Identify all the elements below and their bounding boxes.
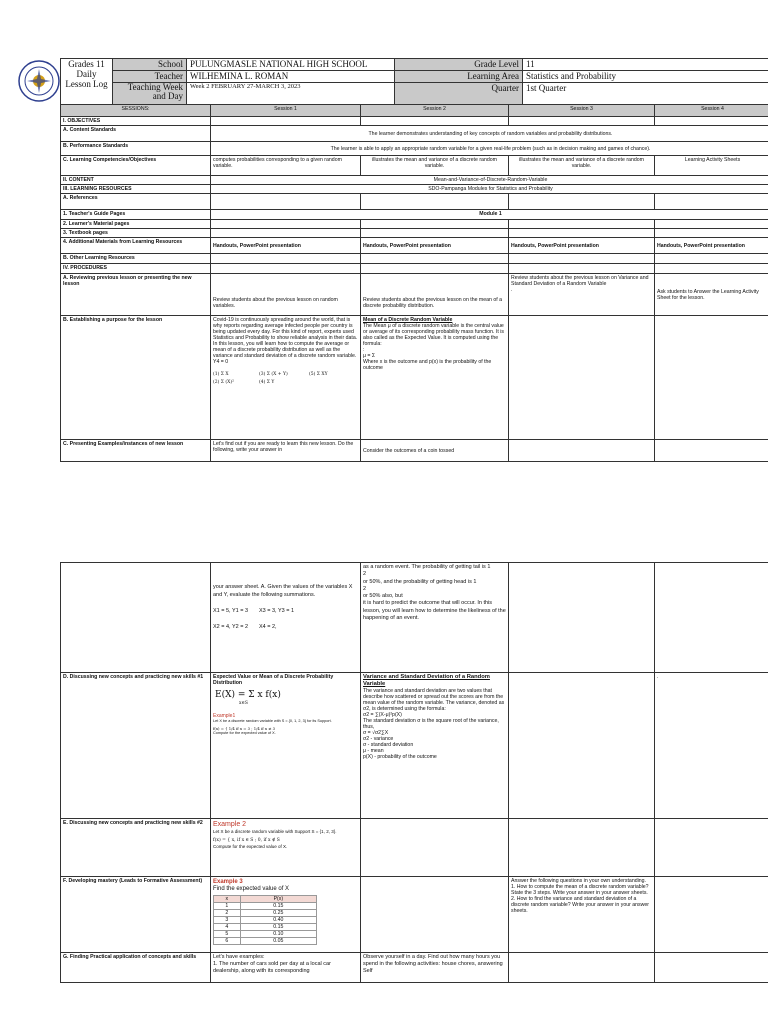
example-1-function: f(x) = { 1/4 if x = 3 ; 1/4 if x ≠ 3 [213, 726, 276, 731]
learning-area-label: Learning Area [395, 71, 523, 83]
expected-value-formula: E(X) = Σ x f(x) [215, 690, 281, 700]
summation-1: (1) Σ X [213, 372, 229, 377]
proc-f-session-1 [211, 877, 361, 953]
prob-table-head-x: x [214, 896, 241, 903]
procedures-label: IV. PROCEDURES [61, 264, 211, 274]
xy-value-3: X3 = 3, Y3 = 1 [259, 608, 295, 614]
example-2-heading: Example 2 [213, 821, 247, 828]
learning-resources-text: SDO-Pampanga Modules for Statistics and Probability [211, 185, 768, 194]
proc-a-session-1: Review students about the previous lesson on random variables. [211, 274, 361, 316]
quarter-value: 1st Quarter [523, 83, 768, 105]
covid-purpose-text: Covid-19 is continuously spreading around the world, that is why reports regarding average infected people per country is being updated every day. For this kind of report, experts used Statistics and Probability to show reliable analysis in their data. In this lesson, you will learn how to compute the average or mean of a discrete probability distribution as well as the variance and standard deviation of a discrete random variable. [213, 317, 358, 359]
proc-c-session-2: Consider the outcomes of a coin tossed [361, 440, 509, 462]
proc-c-session-1: Let's find out if you are ready to learn this new lesson. Do the following, write your answer in [211, 440, 361, 462]
xy-values [213, 607, 358, 615]
xy-value-2: X2 = 4, Y2 = 2 [213, 624, 249, 630]
proc-d-session-4: . [655, 673, 768, 819]
mean-discrete-title: Mean of a Discrete Random Variable [363, 317, 453, 323]
mean-discrete-text: The Mean μ of a discrete random variable is the central value or average of its corresponding probability mass function. It is also called as the Expected Value. It is computed using the formula: [363, 323, 504, 347]
example-2-function: f(x) = { x, if x ∈ S ; 0, if x ∉ S [213, 838, 280, 843]
mean-formula: μ = Σ [363, 353, 376, 359]
content-text: Mean-and-Variance-of-Discrete-Random-Variable [211, 176, 768, 185]
proc-b-session-2 [361, 316, 509, 440]
example-2-question: Compute for the expected value of X. [213, 844, 288, 849]
prob-table-cell: 0.40 [240, 917, 316, 924]
deped-seal-icon [18, 60, 60, 102]
session-2-header: Session 2 [361, 105, 509, 117]
variance-text: The variance and standard deviation are two values that describe how scattered or spread out the scores are from the mean value of the random variable. The variance, denoted as σ2, is determined using the formula: σ2 = ∑(X-μ)²p(X) The standard deviation σ is the square root of the variance, thus, σ = √σ2∑X σ2 - variance σ - standard deviation μ - mean p(X) - probability of the outcome [363, 688, 505, 760]
prob-table-cell: 4 [214, 924, 241, 931]
sessions-label: SESSIONS: [61, 105, 211, 117]
prob-table-head-px: P(x) [240, 896, 316, 903]
school-label: School [113, 59, 187, 71]
learners-material-label: 2. Learner's Material pages [61, 220, 211, 229]
content-label: II. CONTENT [61, 176, 211, 185]
proc-a-session-4: Ask students to Answer the Learning Activity Sheet for the lesson. [655, 274, 768, 316]
materials-session-3: Handouts, PowerPoint presentation [509, 238, 655, 254]
example-2-text: Let X be a discrete random variable with Support S = {1, 2, 3}. [213, 829, 337, 834]
proc-a-session-3 [509, 274, 655, 316]
proc-a-label: A. Reviewing previous lesson or presenting the new lesson [61, 274, 211, 316]
variance-title: Variance and Standard Deviation of a Random Variable [363, 674, 490, 687]
example-1-heading: Example1 [213, 713, 236, 719]
learning-area-value: Statistics and Probability [523, 71, 768, 83]
proc-a-session-3-dot: . [511, 287, 513, 293]
session-1-header: Session 1 [211, 105, 361, 117]
lesson-table-continued [60, 562, 768, 983]
other-resources-label: B. Other Learning Resources [61, 254, 211, 264]
summation-4: (4) Σ Y [259, 380, 275, 385]
teaching-week-label: Teaching Week and Day [113, 83, 187, 105]
proc-g-label: G. Finding Practical application of concepts and skills [61, 953, 211, 983]
xy-value-1: X1 = 5, Y1 = 3 [213, 608, 249, 614]
proc-d-session-2 [361, 673, 509, 819]
grade-level-label: Grade Level [395, 59, 523, 71]
prob-table-cell: 5 [214, 931, 241, 938]
prob-table-cell: 2 [214, 910, 241, 917]
proc-d-session-1 [211, 673, 361, 819]
grade-level-value: 11 [523, 59, 768, 71]
competency-session-2: illustrates the mean and variance of a discrete random variable. [361, 156, 509, 176]
prob-table-cell: 6 [214, 938, 241, 945]
performance-standards-text: The learner is able to apply an appropriate random variable for a given real-life problem (such as in decision making and games of chance). [211, 142, 768, 156]
example-1-text: Let X be a discrete random variable with S = {0, 1, 2, 3} for its Support. [213, 719, 332, 723]
proc-e-session-1 [211, 819, 361, 877]
objectives-label: I. OBJECTIVES [61, 117, 211, 126]
proc-g-session-1: Let's have examples: 1. The number of cars sold per day at a local car dealership, along with its corresponding [211, 953, 361, 983]
prob-table-cell: 0.15 [240, 903, 316, 910]
session-4-header: Session 4 [655, 105, 768, 117]
proc-d-label: D. Discussing new concepts and practicing new skills #1 [61, 673, 211, 819]
page-2 [0, 512, 768, 1024]
proc-f-session-3: Answer the following questions in your own understanding. 1. How to compute the mean of a discrete random variable? State the 3 steps. Write your answer in your answer sheets. 2. How to find the variance and standard deviation of a discrete random variable? Write your answer in your answer sheets. [509, 877, 655, 953]
prob-table-cell: 0.10 [240, 931, 316, 938]
mean-formula-colon: : [363, 347, 365, 353]
summation-list [213, 371, 358, 387]
example-3-heading: Example 3 [213, 879, 243, 885]
teacher-label: Teacher [113, 71, 187, 83]
lesson-table [60, 104, 768, 462]
expected-value-formula-sub: x∈S [239, 701, 248, 706]
y4-equation: Y4 = 0 [213, 359, 229, 365]
competency-session-1: computes probabilities corresponding to a given random variable. [211, 156, 361, 176]
cont-c-session-1 [211, 563, 361, 673]
teaching-week-value: Week 2 FEBRUARY 27-MARCH 3, 2023 [187, 83, 395, 105]
summation-instructions: your answer sheet. A. Given the values of the variables X and Y, evaluate the following summations. [213, 584, 353, 598]
content-standards-label: A. Content Standards [61, 126, 211, 142]
proc-e-label: E. Discussing new concepts and practicing new skills #2 [61, 819, 211, 877]
module-text: Module 1 [211, 210, 768, 220]
header-table [60, 58, 768, 105]
mean-formula-desc: Where x is the outcome and p(x) is the probability of the outcome [363, 359, 492, 371]
quarter-label: Quarter [395, 83, 523, 105]
competency-session-4: Learning Activity Sheets [655, 156, 768, 176]
teacher-value: WILHEMINA L. ROMAN [187, 71, 395, 83]
prob-table-cell: 3 [214, 917, 241, 924]
example-1-question: Compute for the expected value of X. [213, 731, 276, 735]
competencies-label: C. Learning Competencies/Objectives [61, 156, 211, 176]
competency-session-3: illustrates the mean and variance of a discrete random variable. [509, 156, 655, 176]
proc-b-session-1 [211, 316, 361, 440]
additional-materials-label: 4. Additional Materials from Learning Resources [61, 238, 211, 254]
probability-table [213, 895, 317, 945]
sessions-row [61, 105, 768, 117]
cont-c-session-2: as a random event. The probability of getting tail is 1 2 or 50%, and the probability of getting head is 1 2 or 50% also, but it is hard to predict the outcome that will occur. In this lesson, you will learn how to determine the likeliness of the happening of an event. [361, 563, 509, 673]
materials-session-4: Handouts, PowerPoint presentation [655, 238, 768, 254]
lesson-log-title: Grades 11 Daily Lesson Log [61, 59, 113, 105]
performance-standards-label: B. Performance Standards [61, 142, 211, 156]
prob-table-cell: 0.25 [240, 910, 316, 917]
materials-session-2: Handouts, PowerPoint presentation [361, 238, 509, 254]
summation-5: (5) Σ XY [309, 372, 328, 377]
summation-3: (3) Σ (X + Y) [259, 372, 288, 377]
materials-session-1: Handouts, PowerPoint presentation [211, 238, 361, 254]
learning-resources-label: III. LEARNING RESOURCES [61, 185, 211, 194]
references-label: A. References [61, 194, 211, 210]
summation-2: (2) Σ (X)² [213, 380, 234, 385]
prob-table-cell: 1 [214, 903, 241, 910]
proc-a-session-2: Review students about the previous lesson on the mean of a discrete probability distribution. [361, 274, 509, 316]
proc-c-label: C. Presenting Examples/instances of new lesson [61, 440, 211, 462]
proc-b-label: B. Establishing a purpose for the lesson [61, 316, 211, 440]
proc-a-session-3-text: Review students about the previous lesson on Variance and Standard Deviation of a Random Variable [511, 275, 649, 287]
expected-value-title: Expected Value or Mean of a Discrete Probability Distribution [213, 674, 334, 686]
textbook-pages-label: 3. Textbook pages [61, 229, 211, 238]
school-value: PULUNGMASLE NATIONAL HIGH SCHOOL [187, 59, 395, 71]
proc-g-session-2: Observe yourself in a day. Find out how many hours you spend in the following activities: house chores, answering Self [361, 953, 509, 983]
teachers-guide-label: 1. Teacher's Guide Pages [61, 210, 211, 220]
xy-value-4: X4 = 2, [259, 624, 277, 630]
prob-table-cell: 0.15 [240, 924, 316, 931]
proc-f-label: F. Developing mastery (Leads to Formative Assessment) [61, 877, 211, 953]
example-3-question: Find the expected value of X [213, 886, 290, 892]
content-standards-text: The learner demonstrates understanding of key concepts of random variables and probability distributions. [211, 126, 768, 142]
prob-table-cell: 0.05 [240, 938, 316, 945]
session-3-header: Session 3 [509, 105, 655, 117]
